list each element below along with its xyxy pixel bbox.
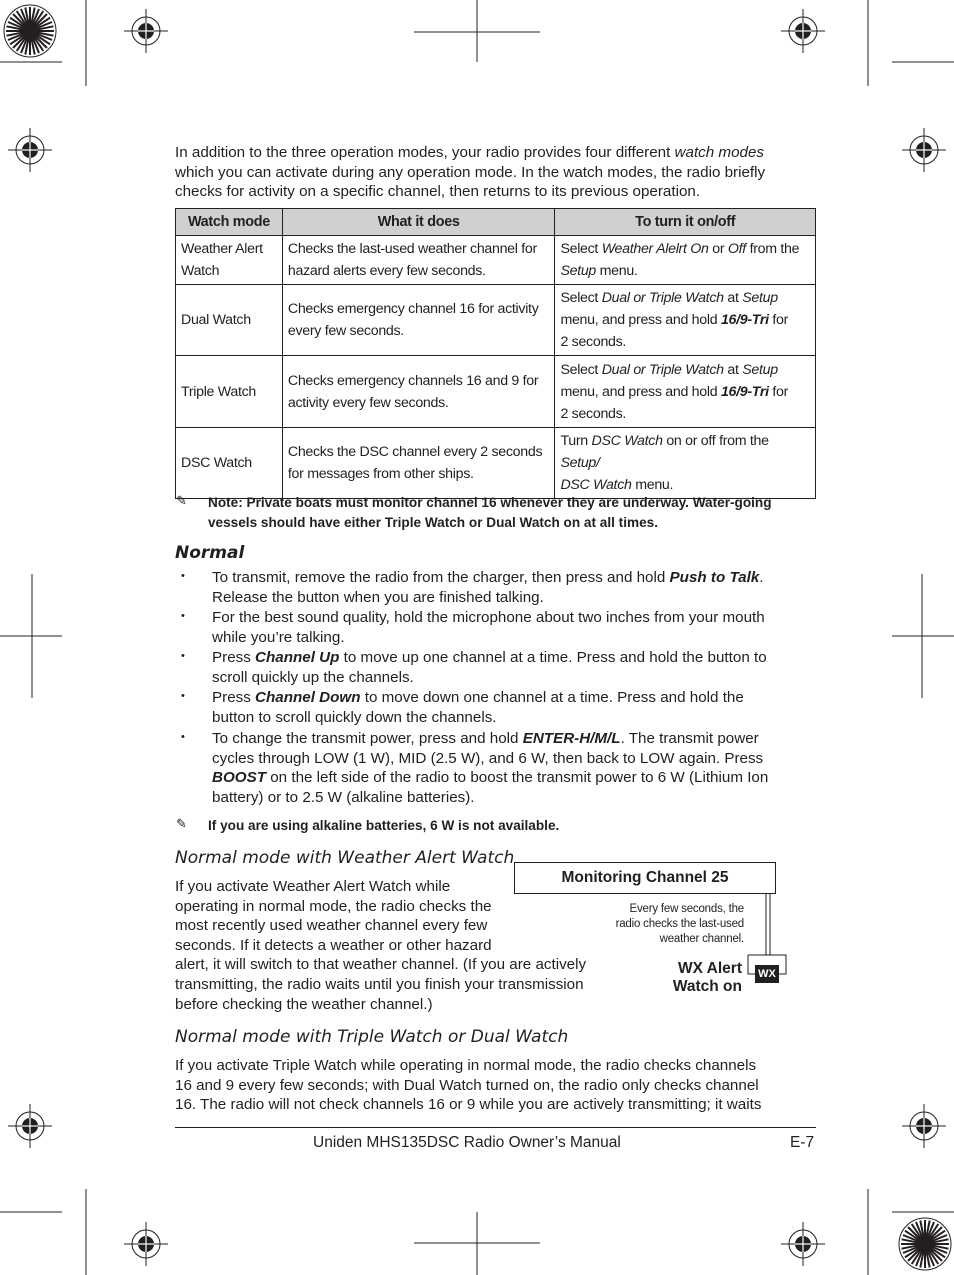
weather-alert-paragraph: If you activate Weather Alert Watch while operating in normal mode, the radio checks the most recently used weather channel every few seconds. If it detects a weather or other hazard alert, it will switch to that weather channel. (If you are actively transmitting, the radio waits until you finish your transmission before checking the weather channel.) [175,878,587,1013]
bullet-icon: • [181,731,185,743]
note-1-line-2: vessels should have either Triple Watch or Dual Watch on at all times. [208,514,658,530]
cell-turn-on-off: Select Weather Alelrt On or Off from the Setup menu. [555,236,816,285]
intro-line-1: In addition to the three operation modes, your radio provides four different watch modes [175,144,765,161]
bullet-icon: • [181,650,185,662]
page-number: E-7 [790,1134,815,1151]
bullet-icon: • [181,570,185,582]
intro-line-2: which you can activate during any operation mode. In the watch modes, the radio briefly [175,163,766,181]
cell-turn-on-off: Select Dual or Triple Watch at Setup menu, and press and hold 16/9-Tri for 2 seconds. [555,285,816,356]
header-what-it-does: What it does [282,209,555,236]
note-alkaline: If you are using alkaline batteries, 6 W is not available. [208,818,560,833]
bullet-transmit-power: To change the transmit power, press and hold ENTER-H/M/L. The transmit power cycles through LOW (1 W), MID (2.5 W), and 6 W, then back to LOW again. Press BOOST on the left side of the radio to boost the transmit power to 6 W (Lithium Ion battery) or to 2.5 W (alkaline batteries). [212,730,769,806]
weather-alert-heading: Normal mode with Weather Alert Watch [175,848,515,868]
note-pencil-icon: ✎ [176,493,187,508]
cell-what-it-does: Checks emergency channels 16 and 9 for activity every few seconds. [282,356,555,428]
cell-watch-mode: Triple Watch [176,356,283,428]
cell-watch-mode: Weather Alert Watch [176,236,283,285]
cell-watch-mode: Dual Watch [176,285,283,356]
bullet-channel-up: Press Channel Up to move up one channel at a time. Press and hold the button to scroll quickly up the channels. [212,649,767,686]
cell-what-it-does: Checks emergency channel 16 for activity every few seconds. [282,285,555,356]
cell-turn-on-off: Turn DSC Watch on or off from the Setup/ DSC Watch menu. [555,428,816,499]
bullet-icon: • [181,610,185,622]
note-pencil-icon: ✎ [176,816,187,831]
note-1-line-1: Note: Private boats must monitor channel 16 whenever they are underway. Water-going [208,495,772,510]
bullet-sound-quality: For the best sound quality, hold the microphone about two inches from your mouth while you’re talking. [212,609,765,646]
header-turn-on-off: To turn it on/off [555,209,816,236]
lcd-display: Monitoring Channel 25 [514,862,776,894]
cell-what-it-does: Checks the DSC channel every 2 seconds for messages from other ships. [282,428,555,499]
figure-caption: Every few seconds, the radio checks the last-used weather channel. [615,903,744,945]
wx-badge-icon: WX [755,965,779,983]
triple-dual-paragraph: If you activate Triple Watch while operating in normal mode, the radio checks channels 16 and 9 every few seconds; with Dual Watch turned on, the radio only checks channel 16. The radio will not check channels 16 or 9 while you are actively transmitting; it waits [175,1057,762,1114]
cell-what-it-does: Checks the last-used weather channel for hazard alerts every few seconds. [282,236,555,285]
cell-watch-mode: DSC Watch [176,428,283,499]
footer-title: Uniden MHS135DSC Radio Owner’s Manual [313,1134,621,1151]
bullet-icon: • [181,690,185,702]
intro-line-3: checks for activity on a specific channel, then returns to its previous operation. [175,183,701,201]
header-watch-mode: Watch mode [176,209,283,236]
bullet-channel-down: Press Channel Down to move down one channel at a time. Press and hold the button to scroll quickly down the channels. [212,689,744,726]
cell-turn-on-off: Select Dual or Triple Watch at Setup menu, and press and hold 16/9-Tri for 2 seconds. [555,356,816,428]
wx-alert-label: WX Alert Watch on [672,960,742,995]
bullet-transmit: To transmit, remove the radio from the charger, then press and hold Push to Talk. Release the button when you are finished talking. [212,569,764,606]
normal-heading: Normal [175,543,245,563]
triple-dual-heading: Normal mode with Triple Watch or Dual Watch [175,1027,569,1047]
footer-rule [175,1127,816,1128]
